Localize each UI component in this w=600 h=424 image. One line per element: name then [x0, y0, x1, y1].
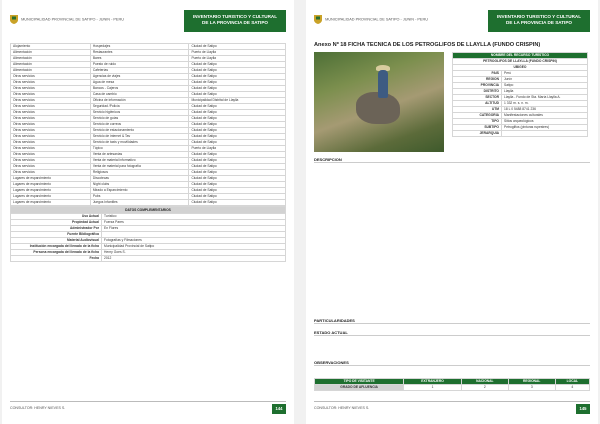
municipality-logo-icon	[314, 15, 322, 24]
service-type: Tópico	[90, 146, 189, 152]
resource-field-label: REGION	[453, 77, 502, 83]
page-header	[10, 10, 286, 32]
page-number: 144	[272, 404, 286, 414]
resource-field-label: SECTOR	[453, 95, 502, 101]
resource-field-label: PROVINCIA	[453, 83, 502, 89]
service-type: Servicio de estacionamiento	[90, 128, 189, 134]
resource-field-value: Manifestaciones culturales	[502, 113, 588, 119]
complementary-value: Fotografías y Filmaciones	[102, 238, 286, 244]
table-row	[11, 256, 286, 262]
service-category: Otros servicios	[11, 104, 91, 110]
resource-field-label: PAIS	[453, 71, 502, 77]
resource-name: PETROGLIFOS DE LLAYLLA (FUNDO CRISPIN)	[453, 59, 588, 65]
service-place: Ciudad de Satipo	[189, 164, 286, 170]
resource-field-label: UTM	[453, 107, 502, 113]
service-place: Ciudad de Satipo	[189, 80, 286, 86]
service-type: Casa de cambio	[90, 92, 189, 98]
service-place: Municipalidad Distrital de Llaylla	[189, 98, 286, 104]
complementary-table	[10, 206, 286, 262]
service-type: Servicio de taxis y movilidades	[90, 140, 189, 146]
service-category: Alimentación	[11, 62, 91, 68]
resource-field-value	[502, 131, 588, 137]
particularities-section	[314, 318, 590, 325]
col-visitor-type: TIPO DE VISITANTE	[315, 379, 404, 385]
service-category: Otros servicios	[11, 164, 91, 170]
petroglyph-photo	[314, 52, 444, 152]
service-place: Ciudad de Satipo	[189, 134, 286, 140]
service-category: Otros servicios	[11, 170, 91, 176]
resource-field-value: Satipo	[502, 83, 588, 89]
right-page	[306, 0, 598, 424]
footer-consultant: CONSULTOR: HENRY NIEVES S.	[10, 406, 66, 410]
services-table-wrap	[10, 43, 286, 262]
service-type: Juegos Infantiles	[90, 200, 189, 206]
municipality-text: MUNICIPALIDAD PROVINCIAL DE SATIPO - JUNIN - PERU	[21, 17, 124, 22]
service-category: Lugares de esparcimiento	[11, 182, 91, 188]
complementary-value: 2012	[102, 256, 286, 262]
observations-section	[314, 360, 590, 367]
service-type: Servicio higiénicos	[90, 110, 189, 116]
service-place: Ciudad de Satipo	[189, 140, 286, 146]
service-type: Religiosos	[90, 170, 189, 176]
service-category: Otros servicios	[11, 74, 91, 80]
service-type: Oficina de información	[90, 98, 189, 104]
service-place: Ciudad de Satipo	[189, 158, 286, 164]
page-number: 145	[576, 404, 590, 414]
service-category: Alimentación	[11, 50, 91, 56]
page-header	[314, 10, 590, 32]
service-type: Puesto de ruido	[90, 62, 189, 68]
table-row	[11, 200, 286, 206]
service-type: Venta de artesanías	[90, 152, 189, 158]
resource-field-label: CATEGORIA	[453, 113, 502, 119]
footer-rule	[314, 401, 590, 402]
complementary-label: Administrador Por	[11, 226, 102, 232]
service-category: Lugares de esparcimiento	[11, 200, 91, 206]
affluence-table-wrap	[314, 378, 590, 391]
service-category: Lugares de esparcimiento	[11, 194, 91, 200]
service-place: Ciudad de Satipo	[189, 62, 286, 68]
affluence-regional: 3	[508, 385, 555, 391]
resource-field-value: Junín	[502, 77, 588, 83]
service-type: Hospedajes	[90, 44, 189, 50]
footer-consultant: CONSULTOR: HENRY NIEVES S.	[314, 406, 370, 410]
service-category: Otros servicios	[11, 116, 91, 122]
resource-field-value: Llaylla - Fundo de Sta. María Llaylla A.	[502, 95, 588, 101]
service-type: Mirado a Esparcimiento	[90, 188, 189, 194]
service-type: Bancos - Cajeros	[90, 86, 189, 92]
complementary-label: Uso Actual	[11, 214, 102, 220]
affluence-national: 2	[461, 385, 508, 391]
service-category: Otros servicios	[11, 80, 91, 86]
complementary-value: Municipalidad Provincial de Satipo	[102, 244, 286, 250]
resource-field-label: TIPO	[453, 119, 502, 125]
service-place: Puerto de Llaylla	[189, 50, 286, 56]
resource-field-label: DISTRITO	[453, 89, 502, 95]
complementary-label: Institución encargada del llenado de la ficha	[11, 244, 102, 250]
resource-field-label: SUBTIPO	[453, 125, 502, 131]
service-place: Ciudad de Satipo	[189, 194, 286, 200]
municipality-line	[10, 15, 124, 24]
state-title: ESTADO ACTUAL	[314, 330, 590, 336]
complementary-label: Propiedad Actual	[11, 220, 102, 226]
service-place: Ciudad de Satipo	[189, 152, 286, 158]
affluence-local: 4	[555, 385, 589, 391]
table-row	[453, 131, 588, 137]
service-place: Puerto de Llaylla	[189, 56, 286, 62]
service-category: Otros servicios	[11, 134, 91, 140]
service-category: Otros servicios	[11, 92, 91, 98]
municipality-line	[314, 15, 428, 24]
particularities-title: PARTICULARIDADES	[314, 318, 590, 324]
service-place: Ciudad de Satipo	[189, 176, 286, 182]
service-type: Bares	[90, 56, 189, 62]
service-category: Lugares de esparcimiento	[11, 188, 91, 194]
service-place: Puerto de Llaylla	[189, 146, 286, 152]
service-type: Pubs	[90, 194, 189, 200]
resource-field-value: Petroglifos (pinturas rupestres)	[502, 125, 588, 131]
municipality-text: MUNICIPALIDAD PROVINCIAL DE SATIPO - JUNIN - PERU	[325, 17, 428, 22]
affluence-foreign: 1	[404, 385, 462, 391]
observations-title: OBSERVACIONES	[314, 360, 590, 366]
affluence-label: GRADO DE AFLUENCIA	[315, 385, 404, 391]
service-category: Alimentación	[11, 56, 91, 62]
resource-field-value: Sitios arqueológicos	[502, 119, 588, 125]
service-place: Ciudad de Satipo	[189, 74, 286, 80]
inventory-banner	[488, 10, 590, 32]
complementary-label: Material Audiovisual	[11, 238, 102, 244]
ubigeo-label: UBIGEO	[453, 65, 588, 71]
service-category: Otros servicios	[11, 146, 91, 152]
complementary-label: Fuente Bibliográfica	[11, 232, 102, 238]
col-local: LOCAL	[555, 379, 589, 385]
municipality-logo-icon	[10, 15, 18, 24]
service-place: Ciudad de Satipo	[189, 116, 286, 122]
service-place: Ciudad de Satipo	[189, 92, 286, 98]
service-category: Otros servicios	[11, 152, 91, 158]
col-national: NACIONAL	[461, 379, 508, 385]
service-category: Otros servicios	[11, 122, 91, 128]
banner-line-1: INVENTARIO TURISTICO Y CULTURAL	[192, 14, 278, 19]
service-type: Venta de material informativo	[90, 158, 189, 164]
service-type: Restaurantes	[90, 50, 189, 56]
service-category: Otros servicios	[11, 158, 91, 164]
complementary-label: Fecha	[11, 256, 102, 262]
affluence-table	[314, 378, 590, 391]
left-page	[2, 0, 294, 424]
service-place: Ciudad de Satipo	[189, 68, 286, 74]
banner-line-1: INVENTARIO TURISTICO Y CULTURAL	[496, 14, 582, 19]
service-place: Ciudad de Satipo	[189, 200, 286, 206]
service-type: Cafeterías	[90, 68, 189, 74]
service-category: Otros servicios	[11, 128, 91, 134]
service-place: Ciudad de Satipo	[189, 44, 286, 50]
resource-header: NOMBRE DEL RECURSO TURÍSTICO	[453, 53, 588, 59]
complementary-value: Turístico	[102, 214, 286, 220]
resource-field-value: Llaylla	[502, 89, 588, 95]
complementary-value: Fuerza Pares	[102, 220, 286, 226]
complementary-header: DATOS COMPLEMENTARIOS	[11, 207, 286, 214]
service-category: Otros servicios	[11, 140, 91, 146]
complementary-label: Persona encargada del llenado de la ficha	[11, 250, 102, 256]
service-place: Ciudad de Satipo	[189, 110, 286, 116]
service-category: Otros servicios	[11, 98, 91, 104]
service-place: Ciudad de Satipo	[189, 188, 286, 194]
service-type: Discotecas	[90, 176, 189, 182]
service-type: Servicio de guías	[90, 116, 189, 122]
state-section	[314, 330, 590, 337]
service-type: Venta de material para fotografía	[90, 164, 189, 170]
services-table	[10, 43, 286, 206]
banner-line-2: DE LA PROVINCIA DE SATIPO	[202, 20, 268, 25]
service-category: Otros servicios	[11, 110, 91, 116]
resource-table	[452, 52, 588, 137]
resource-sidebar	[452, 52, 588, 137]
service-place: Ciudad de Satipo	[189, 182, 286, 188]
service-type: Servicio de internet & Tav	[90, 134, 189, 140]
service-place: Ciudad de Satipo	[189, 170, 286, 176]
service-category: Otros servicios	[11, 86, 91, 92]
service-place: Ciudad de Satipo	[189, 128, 286, 134]
inventory-banner	[184, 10, 286, 32]
resource-field-value: 1 332 m. s. n. m.	[502, 101, 588, 107]
footer-rule	[10, 401, 286, 402]
resource-field-value: Perú	[502, 71, 588, 77]
person-figure	[378, 70, 388, 98]
service-place: Ciudad de Satipo	[189, 104, 286, 110]
col-foreign: EXTRANJERO	[404, 379, 462, 385]
service-category: Lugares de esparcimiento	[11, 176, 91, 182]
service-category: Alojamiento	[11, 44, 91, 50]
service-type: Seguridad /Policía	[90, 104, 189, 110]
service-place: Ciudad de Satipo	[189, 86, 286, 92]
service-type: Agua de mesa	[90, 80, 189, 86]
resource-field-label: JERARQUIA	[453, 131, 502, 137]
banner-line-2: DE LA PROVINCIA DE SATIPO	[506, 20, 572, 25]
service-type: Night clubs	[90, 182, 189, 188]
annex-title: Anexo Nº 18 FICHA TECNICA DE LOS PETROGLIFOS DE LLAYLLA (FUNDO CRISPIN)	[314, 42, 541, 48]
service-place: Ciudad de Satipo	[189, 122, 286, 128]
description-section	[314, 157, 590, 164]
description-title: DESCRIPCION	[314, 157, 590, 163]
complementary-value: Henry Goes S.	[102, 250, 286, 256]
resource-field-label: ALTITUD	[453, 101, 502, 107]
service-type: Servicio de correos	[90, 122, 189, 128]
service-category: Alimentación	[11, 68, 91, 74]
complementary-value: En Flores	[102, 226, 286, 232]
resource-field-value: 18 L 0 5488 8741 236	[502, 107, 588, 113]
col-regional: REGIONAL	[508, 379, 555, 385]
service-type: Agencias de viajes	[90, 74, 189, 80]
